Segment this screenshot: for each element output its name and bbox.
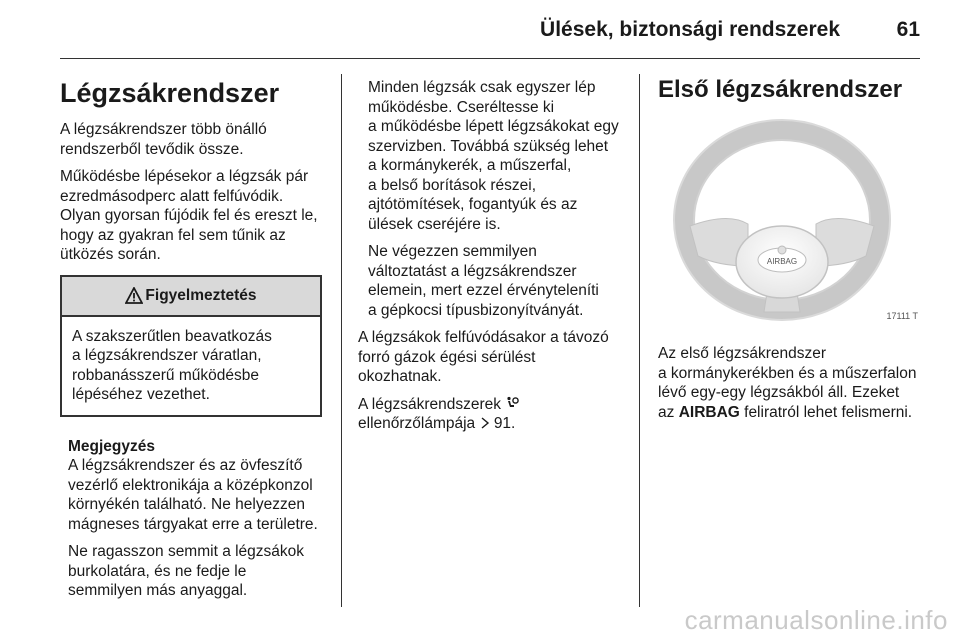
warning-lamp-paragraph [358, 395, 630, 434]
warning-icon [125, 287, 143, 304]
lamp-text-prefix: A légzsákrendszerek [358, 395, 506, 413]
header-divider [60, 58, 920, 59]
inflation-paragraph: Működésbe lépésekor a légzsák pár ezredmásodperc alatt felfúvódik. Olyan gyorsan fújódik fel és ereszt le, hogy az gyakran fel sem tűnik az ütközés során. [60, 168, 318, 263]
steering-wheel-illustration [658, 116, 920, 328]
front-airbag-heading: Első légzsákrendszer [658, 76, 903, 103]
warning-header [62, 277, 320, 317]
page-header-title: Ülések, biztonsági rendszerek [540, 18, 840, 41]
airbag-label: AIRBAG [766, 257, 798, 266]
column-1 [60, 72, 332, 609]
replace-paragraph: Minden légzsák csak egyszer lép működésbe. Cseréltesse ki a működésbe lépett légzsákokat egy szervizben. Továbbá szükség lehet a kormánykerék, a műszerfal, a belső borítások részei, ajtótömítések, fogantyúk és az ülések cseréjére is. [368, 79, 619, 233]
column-2 [358, 78, 630, 442]
modification-paragraph: Ne végezzen semmilyen változtatást a légzsákrendszer elemein, mert ezzel érvényteleníti a gépkocsi típusbizonyítványát. [368, 243, 599, 319]
lamp-text-line2: ellenőrzőlámpája [358, 415, 480, 432]
front-airbag-text-end: feliratról lehet felismerni. [739, 403, 913, 421]
warning-box [60, 275, 322, 417]
note-paragraph-1: A légzsákrendszer és az övfeszítő vezérlő elektronikája a középkonzol környékén található. Ne helyezzen mágneses tárgyakat erre a területre. [68, 457, 318, 533]
front-airbag-paragraph [658, 344, 922, 422]
hot-gas-paragraph: A légzsákok felfúvódásakor a távozó forró gázok égési sérülést okozhatnak. [358, 329, 609, 385]
image-code: 17111 T [886, 310, 918, 321]
section-heading: Légzsákrendszer [60, 78, 280, 108]
page-reference-icon [480, 417, 490, 429]
note-title: Megjegyzés [68, 437, 156, 455]
page-reference-link[interactable]: 91. [493, 415, 516, 432]
note-paragraph-2: Ne ragasszon semmit a légzsákok burkolatára, és ne fedje le semmilyen más anyaggal. [68, 543, 305, 599]
column-divider-1 [341, 74, 342, 607]
steering-wheel-image [658, 116, 920, 328]
warning-text: A szakszerűtlen beavatkozás a légzsákrendszer váratlan, robbanásszerű működésbe lépéséhez vezethet. [72, 327, 272, 403]
column-3 [658, 72, 922, 430]
column-divider-2 [639, 74, 640, 607]
intro-paragraph: A légzsákrendszer több önálló rendszerből tevődik össze. [60, 121, 267, 158]
airbag-keyword: AIRBAG [678, 403, 740, 421]
note-block [60, 437, 332, 601]
watermark: carmanualsonline.info [684, 605, 948, 635]
warning-title: Figyelmeztetés [145, 286, 257, 304]
airbag-lamp-icon [505, 396, 519, 410]
front-airbag-text: Az első légzsákrendszer a kormánykerékben és a műszerfalon lévő egy-egy légzsákból áll. Ezeket az [658, 345, 917, 421]
page-number: 61 [896, 18, 920, 41]
